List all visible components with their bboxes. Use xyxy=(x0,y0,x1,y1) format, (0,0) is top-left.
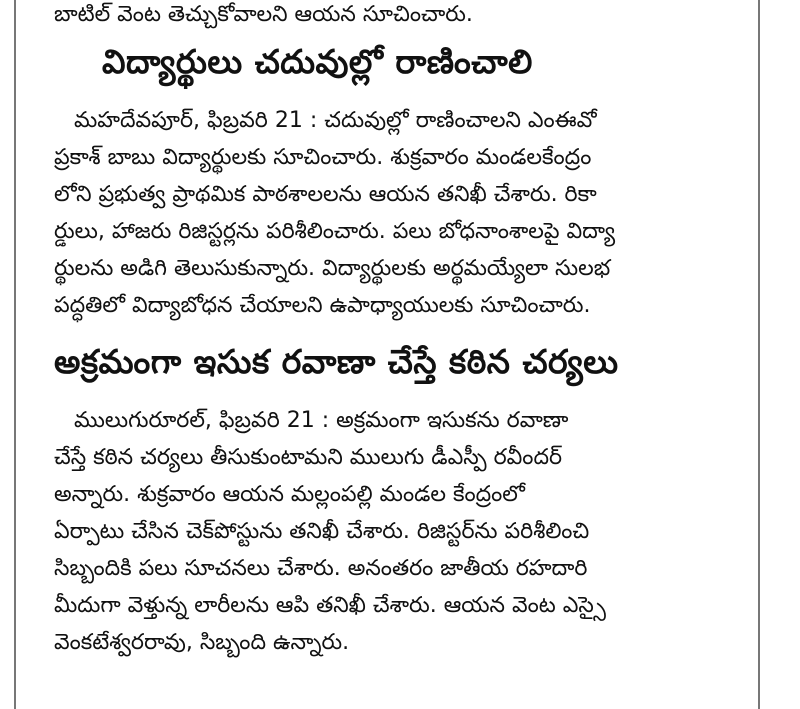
article1-line: ర్డులు, హాజరు రిజిస్టర్లను పరిశీలించారు. పలు బోధనాంశాలపై విద్యా xyxy=(54,219,616,244)
article1-line: లోని ప్రభుత్వ ప్రాథమిక పాఠశాలలను ఆయన తనిఖీ చేశారు. రికా xyxy=(54,182,597,207)
column-rule-right xyxy=(758,0,760,709)
article1-line: పద్ధతిలో విద్యాబోధన చేయాలని ఉపాధ్యాయులకు సూచించారు. xyxy=(54,293,591,318)
article2-line: మీదుగా వెళ్తున్న లారీలను ఆపి తనిఖీ చేశారు. ఆయన వెంట ఎస్సై xyxy=(54,593,606,618)
article2-line: అన్నారు. శుక్రవారం ఆయన మల్లంపల్లి మండల కేంద్రంలో xyxy=(54,482,525,507)
article2-line: వెంకటేశ్వరరావు, సిబ్బంది ఉన్నారు. xyxy=(54,630,350,655)
article2-line: ఏర్పాటు చేసిన చెక్‌పోస్టును తనిఖీ చేశారు. రిజిస్టర్‌ను పరిశీలించి xyxy=(54,519,590,544)
article2-line: సిబ్బందికి పలు సూచనలు చేశారు. అనంతరం జాతీయ రహదారి xyxy=(54,556,588,581)
article1-line: ప్రకాశ్ బాబు విద్యార్థులకు సూచించారు. శుక్రవారం మండలకేంద్రం xyxy=(54,145,592,170)
article2-line: చేస్తే కఠిన చర్యలు తీసుకుంటామని ములుగు డీఎస్పీ రవీందర్ xyxy=(54,445,563,470)
article2-line: ములుగురూరల్, ఫిబ్రవరి 21 : అక్రమంగా ఇసుకను రవాణా xyxy=(74,408,569,433)
previous-article-tail: బాటిల్ వెంట తెచ్చుకోవాలని ఆయన సూచించారు. xyxy=(54,2,473,27)
article1-headline: విద్యార్థులు చదువుల్లో రాణించాలి xyxy=(102,42,533,81)
article1-line: మహదేవపూర్, ఫిబ్రవరి 21 : చదువుల్లో రాణించాలని ఎంఈవో xyxy=(74,108,597,133)
column-rule-left xyxy=(14,0,16,709)
article2-headline: అక్రమంగా ఇసుక రవాణా చేస్తే కఠిన చర్యలు xyxy=(54,342,619,381)
article1-line: ర్థులను అడిగి తెలుసుకున్నారు. విద్యార్థులకు అర్థమయ్యేలా సులభ xyxy=(54,256,611,281)
